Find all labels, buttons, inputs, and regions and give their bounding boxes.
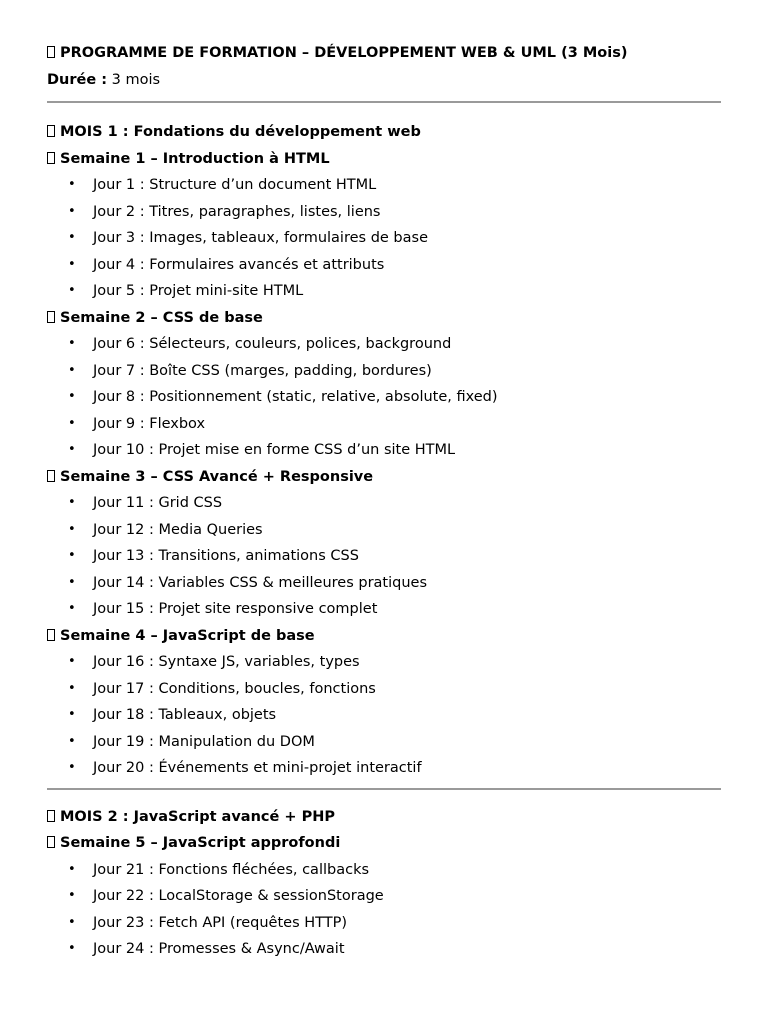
bullet-icon: • xyxy=(68,760,76,775)
bullet-icon: • xyxy=(68,177,76,192)
day-list xyxy=(47,490,721,623)
day-text: Jour 24 : Promesses & Async/Await xyxy=(93,941,345,957)
bullet-icon: • xyxy=(68,256,76,272)
day-list xyxy=(47,172,721,305)
bullet-icon: • xyxy=(68,495,76,510)
list-item xyxy=(47,384,721,411)
week-heading-text: Semaine 1 – Introduction à HTML xyxy=(60,150,330,167)
bullet-icon: • xyxy=(68,601,76,616)
month-heading xyxy=(47,119,721,146)
day-text: Jour 23 : Fetch API (requêtes HTTP) xyxy=(93,914,348,931)
bullet-icon: • xyxy=(68,230,76,245)
duration-value: 3 mois xyxy=(111,71,161,88)
horizontal-divider xyxy=(47,788,721,790)
bullet-icon: • xyxy=(68,888,76,903)
week-heading xyxy=(47,623,721,650)
list-item xyxy=(47,649,721,676)
bullet-icon: • xyxy=(68,203,76,219)
bullet-icon: • xyxy=(68,362,76,378)
day-text: Jour 22 : LocalStorage & sessionStorage xyxy=(93,888,384,904)
list-item xyxy=(47,755,721,782)
week-heading xyxy=(47,305,721,332)
day-text: Jour 6 : Sélecteurs, couleurs, polices, background xyxy=(93,336,452,352)
day-text: Jour 7 : Boîte CSS (marges, padding, bordures) xyxy=(93,362,432,379)
day-list xyxy=(47,331,721,464)
day-list xyxy=(47,857,721,963)
list-item xyxy=(47,596,721,623)
week-heading xyxy=(47,830,721,857)
bullet-icon: • xyxy=(68,861,76,877)
bullet-icon: • xyxy=(68,654,76,669)
list-item xyxy=(47,411,721,438)
day-text: Jour 19 : Manipulation du DOM xyxy=(93,733,315,750)
week-heading-text: Semaine 2 – CSS de base xyxy=(60,309,263,326)
list-item xyxy=(47,543,721,570)
day-text: Jour 21 : Fonctions fléchées, callbacks xyxy=(93,861,370,878)
week-heading xyxy=(47,464,721,491)
month-heading-text: MOIS 1 : Fondations du développement web xyxy=(60,124,421,140)
day-text: Jour 12 : Media Queries xyxy=(93,521,263,538)
missing-glyph-box-icon xyxy=(47,311,55,323)
day-text: Jour 4 : Formulaires avancés et attributs xyxy=(93,256,385,273)
bullet-icon: • xyxy=(68,442,76,457)
list-item xyxy=(47,172,721,199)
day-text: Jour 9 : Flexbox xyxy=(93,415,206,432)
document-title: PROGRAMME DE FORMATION – DÉVELOPPEMENT WEB & UML (3 Mois) xyxy=(60,45,628,61)
list-item xyxy=(47,910,721,937)
list-item xyxy=(47,517,721,544)
day-text: Jour 20 : Événements et mini-projet interactif xyxy=(93,760,422,776)
day-text: Jour 18 : Tableaux, objets xyxy=(93,707,277,723)
document-content xyxy=(47,40,721,963)
bullet-icon: • xyxy=(68,574,76,590)
day-text: Jour 13 : Transitions, animations CSS xyxy=(93,548,359,564)
day-text: Jour 5 : Projet mini-site HTML xyxy=(93,283,304,299)
duration-line xyxy=(47,67,721,94)
list-item xyxy=(47,437,721,464)
bullet-icon: • xyxy=(68,914,76,930)
bullet-icon: • xyxy=(68,548,76,563)
bullet-icon: • xyxy=(68,707,76,722)
list-item xyxy=(47,225,721,252)
day-text: Jour 8 : Positionnement (static, relative, absolute, fixed) xyxy=(93,389,498,405)
list-item xyxy=(47,702,721,729)
months-container xyxy=(47,119,721,963)
bullet-icon: • xyxy=(68,283,76,298)
day-text: Jour 15 : Projet site responsive complet xyxy=(93,601,378,617)
missing-glyph-box-icon xyxy=(47,46,55,58)
bullet-icon: • xyxy=(68,389,76,404)
day-text: Jour 11 : Grid CSS xyxy=(93,495,223,511)
day-list xyxy=(47,649,721,782)
document-title-line xyxy=(47,40,721,67)
missing-glyph-box-icon xyxy=(47,152,55,164)
list-item xyxy=(47,358,721,385)
month-heading-text: MOIS 2 : JavaScript avancé + PHP xyxy=(60,808,335,825)
list-item xyxy=(47,252,721,279)
list-item xyxy=(47,936,721,963)
list-item xyxy=(47,199,721,226)
week-heading-text: Semaine 4 – JavaScript de base xyxy=(60,627,315,644)
day-text: Jour 14 : Variables CSS & meilleures pratiques xyxy=(93,574,427,591)
missing-glyph-box-icon xyxy=(47,470,55,482)
day-text: Jour 3 : Images, tableaux, formulaires de base xyxy=(93,230,428,246)
missing-glyph-box-icon xyxy=(47,810,55,822)
missing-glyph-box-icon xyxy=(47,836,55,848)
day-text: Jour 17 : Conditions, boucles, fonctions xyxy=(93,680,376,697)
day-text: Jour 10 : Projet mise en forme CSS d’un site HTML xyxy=(93,442,456,458)
list-item xyxy=(47,883,721,910)
bullet-icon: • xyxy=(68,336,76,351)
bullet-icon: • xyxy=(68,733,76,749)
bullet-icon: • xyxy=(68,941,76,956)
list-item xyxy=(47,857,721,884)
week-heading-text: Semaine 3 – CSS Avancé + Responsive xyxy=(60,468,374,485)
day-text: Jour 1 : Structure d’un document HTML xyxy=(93,177,377,193)
bullet-icon: • xyxy=(68,680,76,696)
list-item xyxy=(47,729,721,756)
bullet-icon: • xyxy=(68,415,76,431)
week-heading-text: Semaine 5 – JavaScript approfondi xyxy=(60,835,341,851)
list-item xyxy=(47,331,721,358)
missing-glyph-box-icon xyxy=(47,125,55,137)
day-text: Jour 16 : Syntaxe JS, variables, types xyxy=(93,654,360,670)
horizontal-divider xyxy=(47,101,721,103)
list-item xyxy=(47,676,721,703)
list-item xyxy=(47,490,721,517)
month-heading xyxy=(47,804,721,831)
list-item xyxy=(47,278,721,305)
list-item xyxy=(47,570,721,597)
day-text: Jour 2 : Titres, paragraphes, listes, liens xyxy=(93,203,381,220)
missing-glyph-box-icon xyxy=(47,629,55,641)
bullet-icon: • xyxy=(68,521,76,537)
week-heading xyxy=(47,146,721,173)
duration-label: Durée : xyxy=(47,71,108,88)
